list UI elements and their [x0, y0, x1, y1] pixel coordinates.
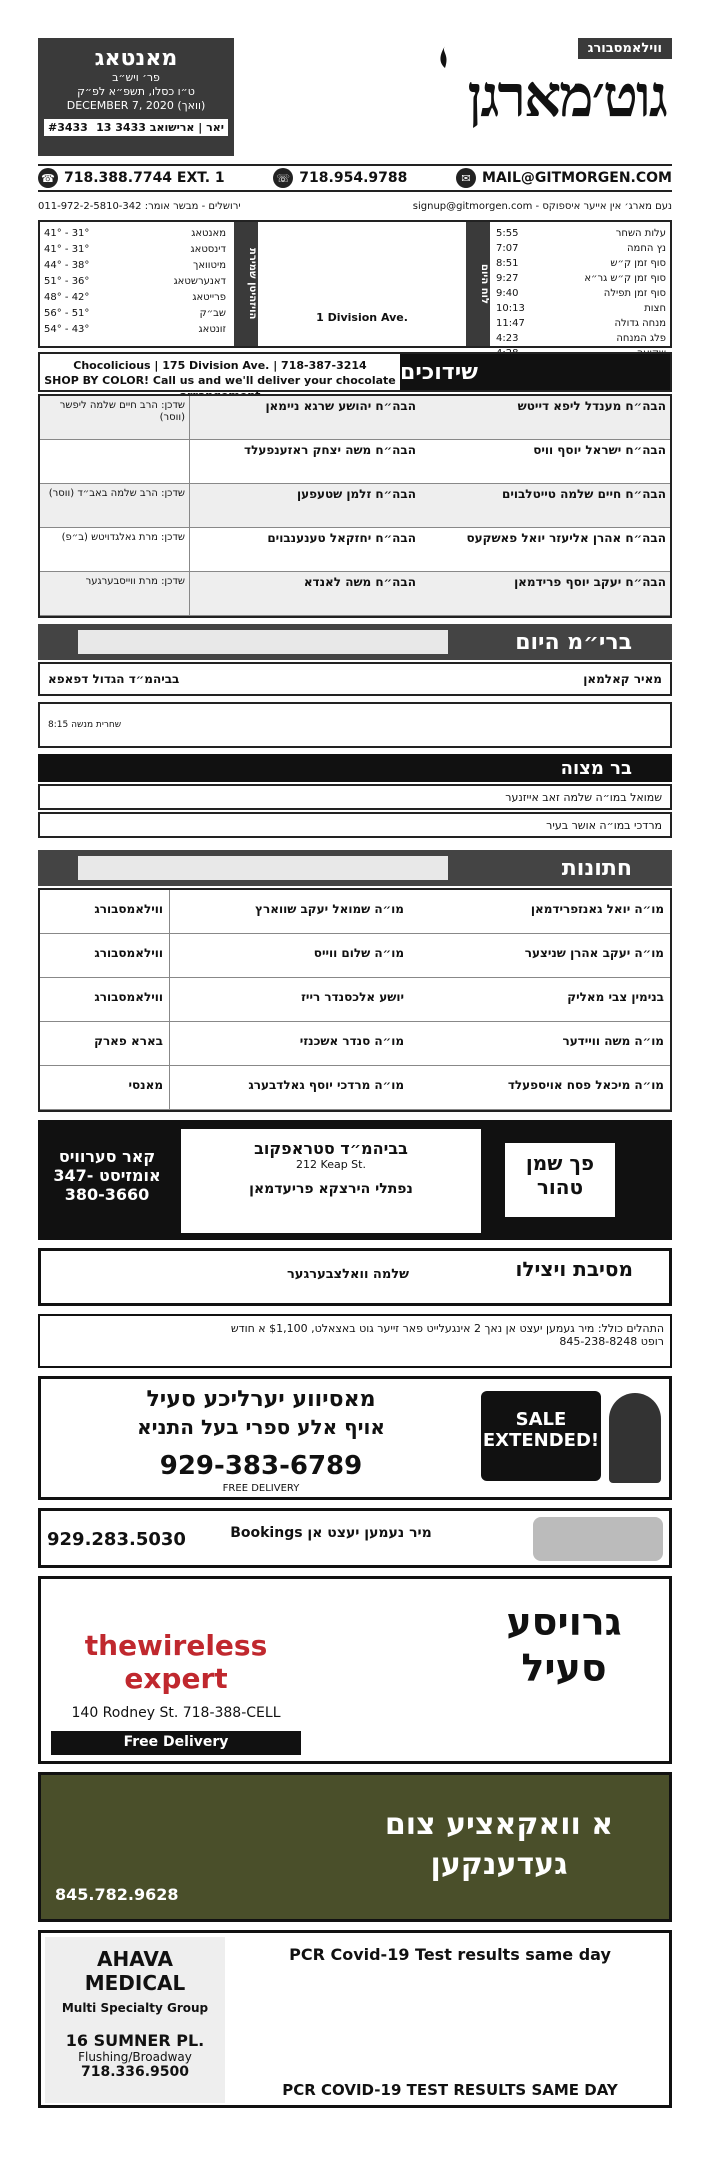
chasuna-row: [40, 890, 670, 934]
shidduch-left: שדכן: מרת ווייסבערגער: [40, 572, 190, 615]
car-service: קאר סערוויס אומזיסט 347-380-3660: [53, 1147, 161, 1204]
shidduch-left: שדכן: הרב חיים שלמה ליפשר (ווסר): [40, 396, 190, 439]
phone-item-1: [38, 168, 225, 188]
masthead: [38, 38, 672, 156]
choco-ad[interactable]: [40, 354, 400, 390]
vacation-title: א וואקאציע צום געדענקען: [384, 1807, 614, 1882]
kinder-text: מיר נעמען יעצט אן Bookings: [230, 1525, 432, 1541]
zman-row: [496, 316, 666, 331]
weather-day: מאנטאג: [191, 228, 226, 239]
zman-row: [496, 241, 666, 256]
ahava-address: 16 SUMNER PL.: [65, 2031, 205, 2050]
sale-sub: אויף אלע ספרי בעל התניא: [137, 1415, 385, 1439]
zman-label: נץ החמה: [627, 243, 666, 254]
shiva-side: פך שמן טהור: [505, 1143, 615, 1217]
chasuna-mid: מו״ה שלום ווייס: [313, 946, 404, 960]
vort-title: מסיבת ויצילו: [515, 1257, 633, 1281]
wireless-ad[interactable]: [38, 1576, 672, 1764]
notice-text: התהלים כולל: מיר געמען יעצט אן נאך 2 אינגעלייט פאר זייער גוט באצאלט, $1,100 א חודש: [230, 1322, 664, 1335]
bris-title: ברי״מ היום: [515, 629, 632, 655]
chasuna-right: מו״ה יעקב אהרן שניצער: [524, 946, 664, 960]
shidduch-row: [40, 572, 670, 616]
chasuna-left: מאנסי: [40, 1066, 170, 1109]
weather-row: [44, 258, 226, 274]
weather-range: 44° - 38°: [44, 260, 90, 271]
bris-name: מאיר קאלמאן: [583, 672, 662, 686]
zman-time: 7:07: [496, 243, 519, 254]
issue-strip: [44, 119, 228, 136]
mid-column: [262, 222, 462, 346]
sale-top: מאסיווע יערליכע סעיל: [146, 1387, 376, 1412]
shidduchim-header: שידוכים: [400, 354, 670, 390]
flame-icon: [432, 44, 458, 70]
shidduch-right: הבה״ח ישראל יוסף וויס: [533, 443, 666, 457]
vort-ad[interactable]: [38, 1248, 672, 1306]
shidduchim-list: [38, 394, 672, 618]
chasuna-mid: מו״ה מרדכי יוסף גאלדבערג: [248, 1078, 404, 1092]
barmitzvah-name-1: שמואל במו״ה שלמה זאב אייזנער: [505, 790, 662, 804]
weather-range: 41° - 31°: [44, 244, 90, 255]
chasuna-right: מו״ה מיכאל פסח אויספעלד: [507, 1078, 664, 1092]
issue-number: #3433: [48, 121, 88, 134]
weather-day: זונטאג: [198, 324, 226, 335]
vort-sub: שלמה וואלצבערגער: [286, 1267, 409, 1282]
weather-row: [44, 322, 226, 338]
weather-bar: הויזהיטן שמירת: [234, 222, 258, 346]
wireless-address: 140 Rodney St. 718-388-CELL: [71, 1705, 281, 1721]
chasuna-row: [40, 934, 670, 978]
chasuna-right: מו״ה משה וויידער: [562, 1034, 664, 1048]
contact-strip: [38, 164, 672, 192]
wireless-brand: thewireless expert: [84, 1629, 268, 1695]
notice-phone: רופט 845-238-8248: [559, 1335, 664, 1348]
shiva-address: 212 Keap St.: [296, 1158, 366, 1171]
wireless-free: Free Delivery: [51, 1731, 301, 1755]
zman-time: 4:23: [496, 333, 519, 344]
zman-time: 8:51: [496, 258, 519, 269]
israel-phone: ירושלים - מבשר אומר: 011-972-2-5810-342: [38, 200, 241, 212]
store-logo-icon: [609, 1393, 661, 1483]
ahava-box: [45, 1937, 225, 2103]
fax-icon: ☏: [273, 168, 293, 188]
chasuna-left: ווילאמסבורג: [40, 978, 170, 1021]
bris-location: בביהמ״ד הגדול דפאפא: [48, 672, 180, 686]
parsha: פר׳ ויש״ב: [112, 71, 160, 84]
weather-row: [44, 242, 226, 258]
ahava-sub: Multi Specialty Group: [61, 2001, 209, 2015]
logo-area: [243, 38, 672, 156]
kinder-phone: 929.283.5030: [47, 1529, 186, 1550]
chasunos-list: [38, 888, 672, 1112]
mail-icon: ✉: [456, 168, 476, 188]
weather-column: [40, 222, 230, 346]
phone-1[interactable]: 718.388.7744 EXT. 1: [64, 170, 225, 186]
shidduch-mid: הבה״ח יהושע שרגא ניימאן: [265, 399, 416, 413]
hebrew-date: ט״ו כסלו, תשפ״א לפ״ק: [77, 85, 195, 98]
phone-item-2: [273, 168, 407, 188]
chasuna-right: מו״ה יואל גאנזפרידמאן: [530, 902, 664, 916]
shidduch-left: [40, 440, 190, 483]
shidduch-row: [40, 528, 670, 572]
chasuna-row: [40, 1022, 670, 1066]
sale-phone: 929-383-6789: [159, 1451, 363, 1481]
kollel-notice: [38, 1314, 672, 1368]
zman-row: [496, 226, 666, 241]
sale-ad[interactable]: [38, 1376, 672, 1500]
date-box: [38, 38, 234, 156]
kinder-ad[interactable]: [38, 1508, 672, 1568]
zman-time: 10:13: [496, 303, 525, 314]
sale-badge: SALE EXTENDED!: [481, 1391, 601, 1481]
zmanim-bar: לוח היום: [466, 222, 490, 346]
weather-day: דאנערשטאג: [173, 276, 226, 287]
shidduch-right: הבה״ח אהרן אליעזר יואל פאשקעס: [466, 531, 666, 545]
shidduch-right: הבה״ח חיים שלמה טייטלבוים: [501, 487, 666, 501]
weather-row: [44, 290, 226, 306]
zman-row: [496, 286, 666, 301]
english-date: DECEMBER 7, 2020 (וואך): [66, 99, 206, 112]
chasuna-left: ווילאמסבורג: [40, 890, 170, 933]
signup-line: signup@gitmorgen.com - נעם מארג׳ אין אייער איספוקס: [412, 200, 672, 212]
weather-day: פרייטאג: [192, 292, 226, 303]
zman-time: 9:40: [496, 288, 519, 299]
pcr-bottom: PCR COVID-19 TEST RESULTS SAME DAY: [282, 2081, 618, 2099]
barmitzvah-header: [38, 754, 672, 782]
chasunos-header-inner: [78, 856, 448, 880]
choco-line-2: SHOP BY COLOR! Call us and we'll deliver your chocolate: [44, 374, 396, 387]
choco-line-1: Chocolicious | 175 Division Ave. | 718-387-3214: [73, 359, 367, 372]
shidduch-mid: הבה״ח משה לאנדא: [303, 575, 416, 589]
day-name: מאנטאג: [94, 46, 178, 71]
shidduch-row: [40, 484, 670, 528]
shiva-center: [181, 1129, 481, 1233]
choco-ad-row: [38, 352, 672, 392]
shidduch-mid: הבה״ח יחזקאל טענענבוים: [267, 531, 416, 545]
weather-row: [44, 274, 226, 290]
email-item: [456, 168, 672, 188]
zman-row: [496, 331, 666, 346]
barmitzvah-row-2: [38, 812, 672, 838]
zman-label: מנחה גדולה: [614, 318, 666, 329]
zman-row: [496, 301, 666, 316]
chasuna-mid: מו״ה סנדר אשכנזי: [299, 1034, 404, 1048]
barmitzvah-name-2: מרדכי במו״ה אושר בעיר: [546, 818, 662, 832]
ahava-city: Flushing/Broadway: [78, 2050, 192, 2064]
bris-header-inner: [78, 630, 448, 654]
weather-range: 51° - 36°: [44, 276, 90, 287]
phone-2[interactable]: 718.954.9788: [299, 170, 408, 186]
shidduch-right: הבה״ח מענדל ליפא דייטש: [517, 399, 666, 413]
zman-label: סוף זמן ק״ש: [610, 258, 666, 269]
chasunos-header: [38, 850, 672, 886]
ahava-name: AHAVA MEDICAL: [84, 1947, 186, 1995]
shidduch-right: הבה״ח יעקב יוסף פרידמאן: [514, 575, 666, 589]
zman-label: פלג המנחה: [616, 333, 666, 344]
zman-time: 11:47: [496, 318, 525, 329]
shidduch-left: שדכן: הרב שלמה באב״ד (ווסר): [40, 484, 190, 527]
zman-label: סוף זמן ק״ש גר״א: [584, 273, 666, 284]
barmitzvah-title: בר מצוה: [560, 757, 632, 779]
chasuna-mid: יושע אלכסנדר רייז: [301, 990, 404, 1004]
weather-day: דינסטאג: [190, 244, 226, 255]
sale-free: FREE DELIVERY: [222, 1483, 300, 1494]
bris-row: [38, 662, 672, 696]
barmitzvah-row-1: [38, 784, 672, 810]
sub-contact-line: [38, 196, 672, 216]
shidduch-row: [40, 440, 670, 484]
ahava-phone: 718.336.9500: [80, 2064, 190, 2080]
bris-time: שחרית מנשה 8:15: [48, 720, 122, 730]
weather-range: 54° - 43°: [44, 324, 90, 335]
shidduch-mid: הבה״ח משה יצחק ראזענפעלד: [244, 443, 416, 457]
weather-row: [44, 226, 226, 242]
shidduch-row: [40, 396, 670, 440]
newspaper-page: [38, 38, 672, 2148]
chasuna-mid: מו״ה שמואל יעקב שווארץ: [255, 902, 404, 916]
shiva-name: נפתלי הירצקא פריעדמאן: [249, 1181, 413, 1197]
zmanim-box: [38, 220, 672, 348]
mid-label: 1 Division Ave.: [316, 311, 408, 324]
vacation-phone: 845.782.9628: [55, 1885, 179, 1904]
chasuna-left: ווילאמסבורג: [40, 934, 170, 977]
zman-row: [496, 256, 666, 271]
announcement-strip: [38, 702, 672, 748]
zman-row: [496, 271, 666, 286]
region-tag: ווילאמסבורג: [578, 38, 672, 59]
zman-label: עלות השחר: [615, 228, 666, 239]
shiva-ad[interactable]: [38, 1120, 672, 1240]
zman-label: סוף זמן תפילה: [603, 288, 666, 299]
chasuna-row: [40, 978, 670, 1022]
wireless-side: גרויסע סעיל: [506, 1600, 622, 1690]
newspaper-logo: גוט׳מארגן: [467, 62, 666, 130]
volume: 13 יאר | ארישואב 3433: [96, 121, 224, 134]
chasuna-left: בארא פארק: [40, 1022, 170, 1065]
kinder-logo-icon: [533, 1517, 663, 1561]
zman-time: 5:55: [496, 228, 519, 239]
chasuna-right: בנימין צבי מאליק: [567, 990, 664, 1004]
shiva-title: בביהמ״ד סטראפקוב: [254, 1139, 408, 1158]
times-column: [492, 222, 670, 346]
zman-label: חצות: [644, 303, 666, 314]
chasunos-title: חתונות: [561, 855, 632, 881]
shidduch-left: שדכן: מרת גאלגדויטש (ב״פ): [40, 528, 190, 571]
chasuna-row: [40, 1066, 670, 1110]
vacation-ad[interactable]: [38, 1772, 672, 1922]
zman-time: 9:27: [496, 273, 519, 284]
bris-header: [38, 624, 672, 660]
weather-range: 56° - 51°: [44, 308, 90, 319]
weather-row: [44, 306, 226, 322]
weather-day: שב״ק: [199, 308, 226, 319]
pcr-title: PCR Covid-19 Test results same day: [289, 1945, 611, 1964]
weather-range: 48° - 42°: [44, 292, 90, 303]
email[interactable]: MAIL@GITMORGEN.COM: [482, 170, 672, 186]
shidduch-mid: הבה״ח זלמן שטעפען: [296, 487, 416, 501]
weather-range: 41° - 31°: [44, 228, 90, 239]
phone-icon: ☎: [38, 168, 58, 188]
weather-day: מיטוואך: [192, 260, 226, 271]
ahava-ad[interactable]: [38, 1930, 672, 2108]
